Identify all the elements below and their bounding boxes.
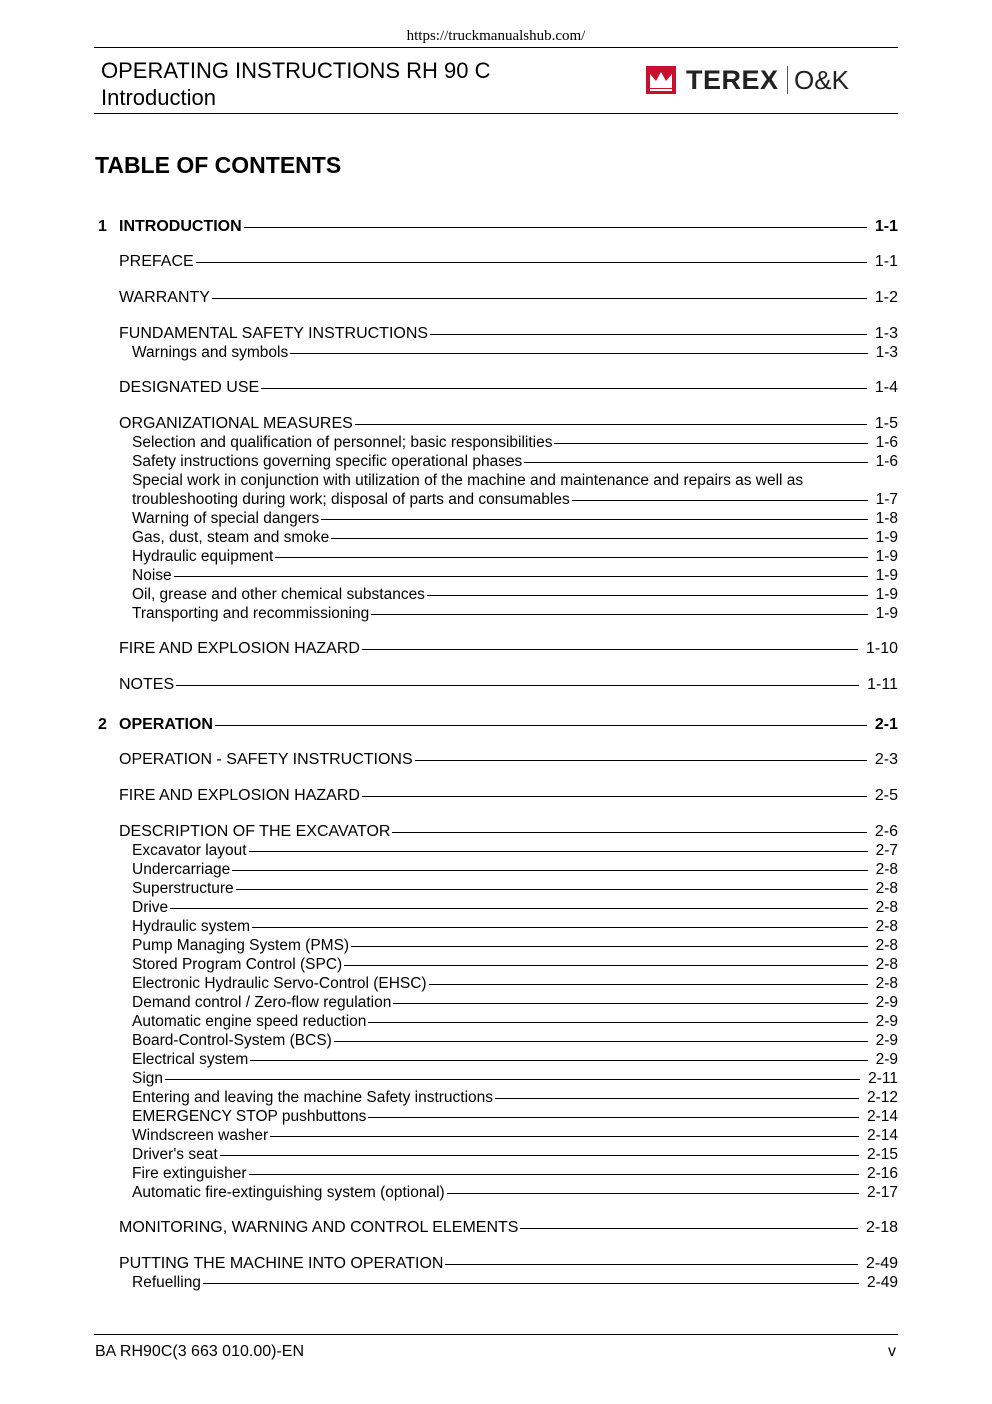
toc-page-number: 1-1 [874, 218, 898, 235]
toc-page-number: 2-9 [875, 994, 898, 1011]
toc-entry-title: Hydraulic equipment [132, 548, 274, 565]
toc-leader-line [554, 443, 867, 444]
header-top-rule [94, 47, 898, 48]
toc-page-number: 2-3 [874, 751, 898, 768]
toc-leader-line [572, 500, 868, 501]
toc-entry-title: Electronic Hydraulic Servo-Control (EHSC) [132, 975, 427, 992]
toc-entry-title: Windscreen washer [132, 1127, 269, 1144]
toc-leader-line [212, 298, 867, 299]
toc-section-entry[interactable] [119, 378, 898, 397]
toc-page-number: 1-11 [867, 676, 898, 693]
toc-entry-title: Pump Managing System (PMS) [132, 937, 350, 954]
source-url: https://truckmanualshub.com/ [406, 28, 586, 44]
toc-entry-title: PREFACE [119, 253, 194, 270]
toc-page-number: 2-9 [875, 1032, 898, 1049]
footer-document-id: BA RH90C(3 663 010.00)-EN [95, 1343, 304, 1360]
toc-entry-title: Selection and qualification of personnel; basic responsibilities [132, 434, 553, 451]
toc-subsection-entry[interactable] [132, 993, 898, 1012]
toc-entry-title: Board-Control-System (BCS) [132, 1032, 332, 1049]
toc-subsection-entry[interactable] [132, 566, 898, 585]
toc-leader-line [261, 388, 867, 389]
toc-entry-title: Entering and leaving the machine Safety instructions [132, 1089, 494, 1106]
toc-leader-line [415, 760, 867, 761]
toc-entry-title: FIRE AND EXPLOSION HAZARD [119, 640, 360, 657]
toc-page-number: 2-14 [866, 1127, 898, 1144]
toc-subsection-entry[interactable] [132, 547, 898, 566]
toc-leader-line [344, 965, 867, 966]
logo-separator [787, 66, 789, 94]
page-header-title [101, 57, 491, 111]
toc-entry-title: NOTES [119, 676, 175, 693]
toc-subsection-entry[interactable] [132, 509, 898, 528]
toc-page-number: 1-7 [875, 491, 898, 508]
toc-entry-title: Electrical system [132, 1051, 249, 1068]
toc-leader-line [362, 796, 867, 797]
toc-leader-line [368, 1117, 859, 1118]
toc-section-entry[interactable] [119, 822, 898, 841]
toc-subsection-entry[interactable] [132, 528, 898, 547]
toc-subsection-entry[interactable] [132, 1164, 898, 1183]
toc-subsection-entry[interactable] [132, 490, 898, 509]
toc-page-number: 2-18 [865, 1219, 898, 1236]
toc-leader-line [174, 576, 868, 577]
toc-subsection-entry[interactable] [132, 860, 898, 879]
toc-entry-title: Superstructure [132, 880, 234, 897]
toc-entry-title: DESIGNATED USE [119, 379, 260, 396]
toc-page-number: 2-9 [875, 1051, 898, 1068]
toc-entry-title: OPERATION [119, 716, 213, 733]
toc-entry-title: Fire extinguisher [132, 1165, 247, 1182]
toc-chapter-number: 2 [98, 716, 107, 733]
toc-entry-title: OPERATION - SAFETY INSTRUCTIONS [119, 751, 413, 768]
toc-page-number: 2-16 [866, 1165, 898, 1182]
toc-chapter-entry[interactable] [98, 217, 898, 236]
toc-page-number: 2-14 [866, 1108, 898, 1125]
toc-page-number: 1-9 [875, 586, 898, 603]
toc-page-number: 2-49 [866, 1274, 898, 1291]
toc-entry-title: Warnings and symbols [132, 344, 289, 361]
toc-page-number: 2-7 [875, 842, 898, 859]
toc-leader-line [355, 424, 867, 425]
toc-leader-line [232, 870, 867, 871]
toc-leader-line [371, 614, 867, 615]
toc-leader-line [524, 462, 867, 463]
toc-leader-line [203, 1283, 859, 1284]
toc-section-entry[interactable] [119, 324, 898, 343]
toc-page-number: 2-9 [875, 1013, 898, 1030]
toc-section-entry[interactable] [119, 675, 898, 694]
toc-subsection-entry[interactable] [132, 879, 898, 898]
toc-subsection-entry[interactable] [132, 585, 898, 604]
toc-leader-line [165, 1079, 860, 1080]
toc-page-number: 1-8 [875, 510, 898, 527]
toc-page-number: 1-5 [874, 415, 898, 432]
toc-page-number: 2-17 [866, 1184, 898, 1201]
toc-entry-title: Automatic engine speed reduction [132, 1013, 367, 1030]
toc-page-number: 2-15 [866, 1146, 898, 1163]
toc-page-number: 2-6 [874, 823, 898, 840]
toc-page-number: 2-8 [875, 899, 898, 916]
toc-entry-title: Transporting and recommissioning [132, 605, 370, 622]
toc-subsection-entry[interactable] [132, 898, 898, 917]
toc-entry-title: troubleshooting during work; disposal of parts and consumables [132, 491, 570, 508]
toc-entry-title: Demand control / Zero-flow regulation [132, 994, 392, 1011]
toc-entry-title: Stored Program Control (SPC) [132, 956, 343, 973]
toc-leader-line [244, 227, 867, 228]
toc-section-entry[interactable] [119, 639, 898, 658]
toc-leader-line [321, 519, 867, 520]
toc-leader-line [331, 538, 867, 539]
toc-entry-title: MONITORING, WARNING AND CONTROL ELEMENTS [119, 1219, 519, 1236]
toc-leader-line [430, 334, 867, 335]
toc-page-number: 1-9 [875, 567, 898, 584]
toc-section-entry[interactable] [119, 750, 898, 769]
toc-section-entry[interactable] [119, 414, 898, 433]
toc-subsection-entry[interactable] [132, 343, 898, 362]
toc-leader-line [270, 1136, 859, 1137]
header-title-line1: OPERATING INSTRUCTIONS RH 90 C [101, 58, 491, 83]
toc-page-number: 2-5 [874, 787, 898, 804]
toc-leader-line [290, 353, 867, 354]
toc-subsection-entry[interactable] [132, 1088, 898, 1107]
toc-chapter-entry[interactable] [98, 715, 898, 734]
toc-entry-title: Drive [132, 899, 169, 916]
toc-entry-title: Excavator layout [132, 842, 247, 859]
toc-leader-line [236, 889, 868, 890]
toc-subsection-entry[interactable] [132, 1273, 898, 1292]
toc-leader-line [249, 1174, 859, 1175]
toc-page-number: 2-49 [865, 1255, 898, 1272]
toc-subsection-entry[interactable] [132, 936, 898, 955]
toc-page-number: 1-6 [875, 434, 898, 451]
toc-page-number: 1-9 [875, 529, 898, 546]
toc-leader-line [250, 1060, 867, 1061]
toc-leader-line [392, 832, 866, 833]
toc-page-number: 2-8 [875, 937, 898, 954]
toc-page-number: 1-6 [875, 453, 898, 470]
toc-entry-title: Refuelling [132, 1274, 201, 1291]
toc-title: TABLE OF CONTENTS [95, 152, 342, 178]
toc-leader-line [393, 1003, 867, 1004]
toc-leader-line [334, 1041, 868, 1042]
toc-section-entry[interactable] [119, 252, 898, 271]
header-bottom-rule [94, 113, 898, 114]
toc-section-entry[interactable] [119, 786, 898, 805]
toc-page-number: 2-8 [875, 880, 898, 897]
toc-leader-line [445, 1264, 858, 1265]
toc-leader-line [351, 946, 868, 947]
toc-subsection-entry[interactable] [132, 1145, 898, 1164]
toc-entry-title: Automatic fire-extinguishing system (optional) [132, 1184, 445, 1201]
toc-subsection-entry[interactable] [132, 452, 898, 471]
toc-subsection-entry[interactable] [132, 1183, 898, 1202]
toc-entry-title: Oil, grease and other chemical substances [132, 586, 425, 603]
toc-leader-line [447, 1193, 859, 1194]
toc-leader-line [368, 1022, 867, 1023]
toc-entry-title: INTRODUCTION [119, 218, 242, 235]
toc-entry-title: PUTTING THE MACHINE INTO OPERATION [119, 1255, 444, 1272]
toc-section-entry[interactable] [119, 1218, 898, 1237]
toc-entry-title: Noise [132, 567, 172, 584]
toc-page-number: 2-8 [875, 861, 898, 878]
toc-subsection-entry[interactable] [132, 1126, 898, 1145]
toc-page-number: 2-8 [875, 918, 898, 935]
toc-subsection-entry[interactable] [132, 841, 898, 860]
toc-subsection-entry[interactable] [132, 974, 898, 993]
toc-leader-line [220, 1155, 859, 1156]
toc-entry-title: WARRANTY [119, 289, 210, 306]
toc-subsection-entry[interactable] [132, 1050, 898, 1069]
toc-page-number: 2-1 [874, 716, 898, 733]
toc-page-number: 2-8 [875, 956, 898, 973]
toc-entry-title: Safety instructions governing specific operational phases [132, 453, 523, 470]
toc-page-number: 1-3 [874, 325, 898, 342]
toc-leader-line [275, 557, 867, 558]
toc-chapter-number: 1 [98, 218, 107, 235]
toc-entry-title: DESCRIPTION OF THE EXCAVATOR [119, 823, 391, 840]
header-title-line2: Introduction [101, 85, 216, 110]
toc-page-number: 1-2 [874, 289, 898, 306]
terex-crown-icon [646, 66, 676, 94]
toc-entry-title: Undercarriage [132, 861, 231, 878]
toc-page-number: 2-12 [866, 1089, 898, 1106]
toc-subsection-entry[interactable] [132, 1069, 898, 1088]
toc-entry-title: FUNDAMENTAL SAFETY INSTRUCTIONS [119, 325, 429, 342]
toc-page-number: 1-1 [874, 253, 898, 270]
toc-entry-title: FIRE AND EXPLOSION HAZARD [119, 787, 360, 804]
toc-entry-title: EMERGENCY STOP pushbuttons [132, 1108, 367, 1125]
toc-leader-line [249, 851, 868, 852]
toc-entry-title: Warning of special dangers [132, 510, 320, 527]
toc-leader-line [362, 649, 858, 650]
logo-brand-text: TEREX [686, 64, 779, 95]
terex-ok-logo [646, 64, 849, 96]
toc-page-number: 1-9 [875, 548, 898, 565]
toc-entry-title: Hydraulic system [132, 918, 250, 935]
toc-entry-title: Gas, dust, steam and smoke [132, 529, 330, 546]
toc-page-number: 2-8 [875, 975, 898, 992]
footer-rule [94, 1334, 898, 1335]
toc-leader-line [215, 725, 867, 726]
toc-entry-title: ORGANIZATIONAL MEASURES [119, 415, 353, 432]
toc-entry-title: Driver's seat [132, 1146, 218, 1163]
toc-page-number: 1-9 [875, 605, 898, 622]
toc-subsection-entry[interactable] [132, 1031, 898, 1050]
toc-subsection-entry[interactable] [132, 955, 898, 974]
logo-partner-text: O&K [794, 64, 849, 95]
toc-page-number: 1-10 [865, 640, 898, 657]
toc-leader-line [176, 685, 859, 686]
toc-entry-title: Sign [132, 1070, 164, 1087]
toc-leader-line [170, 908, 867, 909]
toc-leader-line [196, 262, 867, 263]
toc-subsection-entry[interactable] [132, 604, 898, 623]
footer-page-number: v [888, 1343, 896, 1360]
toc-subsection-entry[interactable] [132, 917, 898, 936]
toc-page-number: 1-4 [874, 379, 898, 396]
toc-page-number: 2-11 [868, 1070, 898, 1087]
toc-subsection-entry[interactable] [132, 471, 898, 490]
toc-leader-line [520, 1228, 858, 1229]
toc-section-entry[interactable] [119, 288, 898, 307]
toc-entry-title: Special work in conjunction with utilization of the machine and maintenance and repairs as well as [132, 472, 804, 489]
toc-leader-line [429, 984, 868, 985]
toc-leader-line [252, 927, 868, 928]
toc-subsection-entry[interactable] [132, 1107, 898, 1126]
toc-section-entry[interactable] [119, 1254, 898, 1273]
toc-subsection-entry[interactable] [132, 1012, 898, 1031]
toc-leader-line [427, 595, 868, 596]
toc-leader-line [495, 1098, 859, 1099]
toc-page-number: 1-3 [875, 344, 898, 361]
toc-subsection-entry[interactable] [132, 433, 898, 452]
